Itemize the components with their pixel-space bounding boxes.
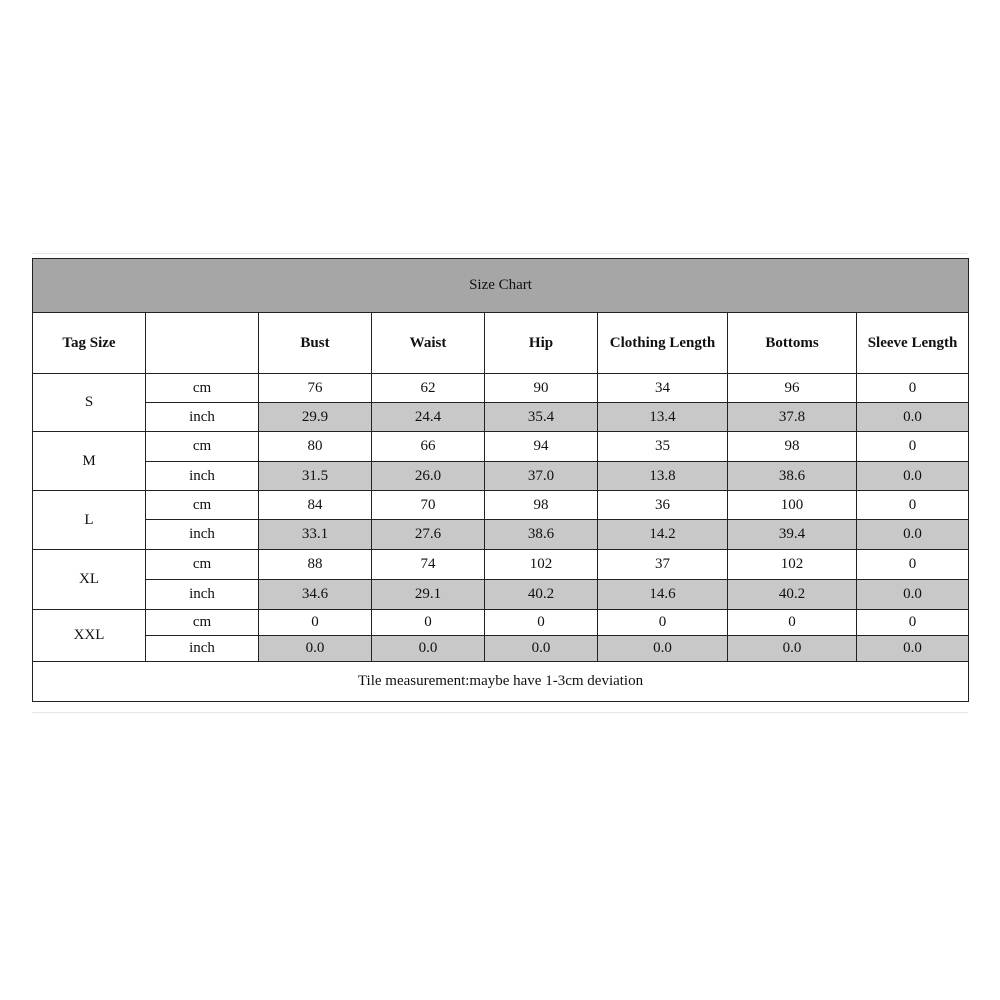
note-row xyxy=(33,662,969,702)
size-row-xl-inch xyxy=(33,580,969,610)
unit-cell: inch xyxy=(146,462,259,491)
value-cell: 38.6 xyxy=(485,520,598,550)
size-row-s-cm xyxy=(33,374,969,403)
value-cell: 33.1 xyxy=(259,520,372,550)
value-cell: 31.5 xyxy=(259,462,372,491)
value-cell: 96 xyxy=(728,374,857,403)
value-cell: 0 xyxy=(728,610,857,636)
unit-cell: inch xyxy=(146,520,259,550)
value-cell: 0.0 xyxy=(857,636,969,662)
value-cell: 102 xyxy=(485,550,598,580)
value-cell: 0.0 xyxy=(598,636,728,662)
value-cell: 29.1 xyxy=(372,580,485,610)
tag-size-cell: XXL xyxy=(33,610,146,662)
value-cell: 98 xyxy=(728,432,857,462)
value-cell: 94 xyxy=(485,432,598,462)
size-row-s-inch xyxy=(33,403,969,432)
value-cell: 90 xyxy=(485,374,598,403)
value-cell: 88 xyxy=(259,550,372,580)
value-cell: 14.6 xyxy=(598,580,728,610)
value-cell: 0.0 xyxy=(485,636,598,662)
value-cell: 0.0 xyxy=(857,462,969,491)
size-row-l-inch xyxy=(33,520,969,550)
unit-cell: inch xyxy=(146,403,259,432)
value-cell: 0 xyxy=(598,610,728,636)
value-cell: 40.2 xyxy=(485,580,598,610)
size-row-l-cm xyxy=(33,491,969,520)
size-row-xxl-cm xyxy=(33,610,969,636)
value-cell: 24.4 xyxy=(372,403,485,432)
value-cell: 80 xyxy=(259,432,372,462)
value-cell: 0 xyxy=(857,610,969,636)
value-cell: 66 xyxy=(372,432,485,462)
measurement-note: Tile measurement:maybe have 1-3cm deviation xyxy=(33,662,969,702)
column-header: Tag Size xyxy=(33,313,146,374)
column-header xyxy=(146,313,259,374)
value-cell: 26.0 xyxy=(372,462,485,491)
tag-size-cell: L xyxy=(33,491,146,550)
size-row-xxl-inch xyxy=(33,636,969,662)
value-cell: 0 xyxy=(857,491,969,520)
value-cell: 102 xyxy=(728,550,857,580)
column-header: Waist xyxy=(372,313,485,374)
value-cell: 40.2 xyxy=(728,580,857,610)
value-cell: 37.8 xyxy=(728,403,857,432)
column-header: Bust xyxy=(259,313,372,374)
value-cell: 37 xyxy=(598,550,728,580)
tag-size-cell: XL xyxy=(33,550,146,610)
value-cell: 0.0 xyxy=(857,520,969,550)
value-cell: 0 xyxy=(372,610,485,636)
value-cell: 35.4 xyxy=(485,403,598,432)
header-row xyxy=(33,313,969,374)
unit-cell: cm xyxy=(146,610,259,636)
gridline-bottom xyxy=(32,712,968,713)
value-cell: 39.4 xyxy=(728,520,857,550)
value-cell: 38.6 xyxy=(728,462,857,491)
value-cell: 34.6 xyxy=(259,580,372,610)
value-cell: 14.2 xyxy=(598,520,728,550)
chart-title: Size Chart xyxy=(33,259,969,313)
size-chart-table xyxy=(32,258,969,702)
value-cell: 100 xyxy=(728,491,857,520)
value-cell: 35 xyxy=(598,432,728,462)
column-header: Sleeve Length xyxy=(857,313,969,374)
value-cell: 62 xyxy=(372,374,485,403)
value-cell: 0 xyxy=(857,374,969,403)
value-cell: 37.0 xyxy=(485,462,598,491)
size-row-xl-cm xyxy=(33,550,969,580)
tag-size-cell: M xyxy=(33,432,146,491)
size-row-m-cm xyxy=(33,432,969,462)
value-cell: 27.6 xyxy=(372,520,485,550)
value-cell: 34 xyxy=(598,374,728,403)
value-cell: 0.0 xyxy=(857,580,969,610)
column-header: Hip xyxy=(485,313,598,374)
unit-cell: cm xyxy=(146,432,259,462)
value-cell: 0 xyxy=(857,550,969,580)
value-cell: 13.8 xyxy=(598,462,728,491)
unit-cell: cm xyxy=(146,550,259,580)
value-cell: 98 xyxy=(485,491,598,520)
value-cell: 0 xyxy=(857,432,969,462)
unit-cell: inch xyxy=(146,636,259,662)
unit-cell: cm xyxy=(146,374,259,403)
column-header: Clothing Length xyxy=(598,313,728,374)
column-header: Bottoms xyxy=(728,313,857,374)
value-cell: 84 xyxy=(259,491,372,520)
value-cell: 0.0 xyxy=(857,403,969,432)
gridline-top xyxy=(32,253,968,254)
value-cell: 74 xyxy=(372,550,485,580)
size-row-m-inch xyxy=(33,462,969,491)
value-cell: 0.0 xyxy=(728,636,857,662)
value-cell: 0.0 xyxy=(259,636,372,662)
tag-size-cell: S xyxy=(33,374,146,432)
value-cell: 0.0 xyxy=(372,636,485,662)
unit-cell: inch xyxy=(146,580,259,610)
value-cell: 36 xyxy=(598,491,728,520)
value-cell: 0 xyxy=(259,610,372,636)
value-cell: 13.4 xyxy=(598,403,728,432)
unit-cell: cm xyxy=(146,491,259,520)
value-cell: 76 xyxy=(259,374,372,403)
value-cell: 29.9 xyxy=(259,403,372,432)
value-cell: 70 xyxy=(372,491,485,520)
value-cell: 0 xyxy=(485,610,598,636)
